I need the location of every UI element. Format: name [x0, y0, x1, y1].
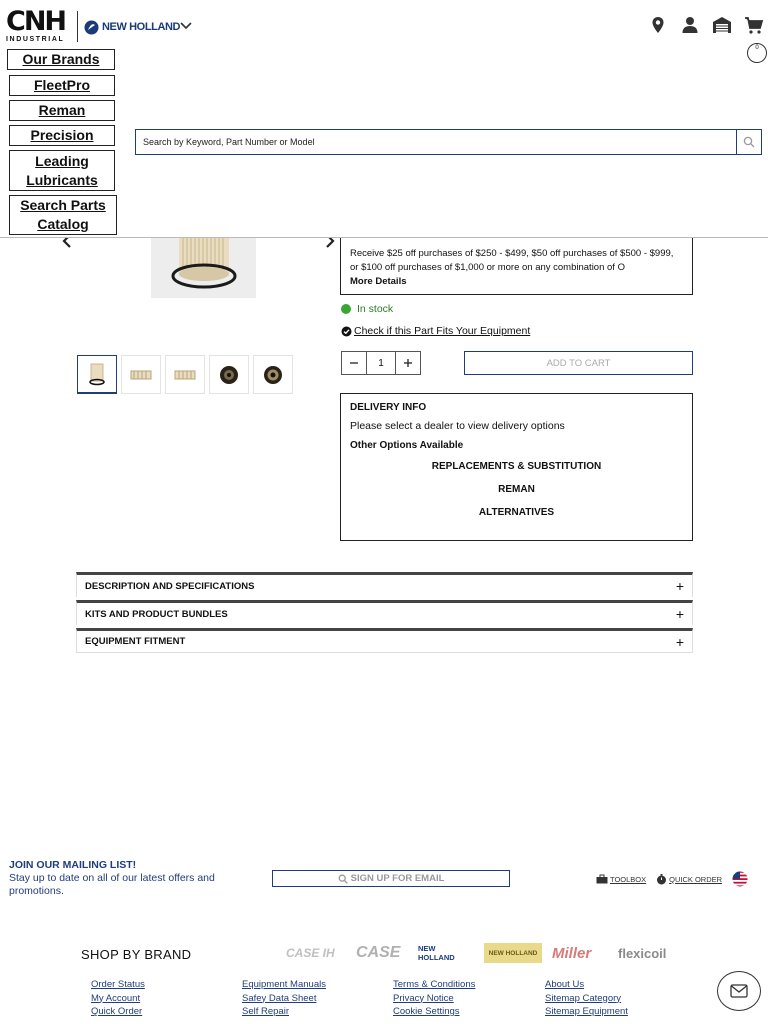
minus-icon — [349, 358, 359, 368]
search-bar — [135, 129, 762, 155]
thumbnail-strip — [77, 355, 293, 394]
footer-link[interactable]: Order Status — [91, 979, 145, 990]
sign-up-email-button[interactable]: SIGN UP FOR EMAIL — [272, 870, 510, 887]
footer-link[interactable]: Sitemap Category — [545, 992, 622, 1004]
check-circle-icon — [341, 326, 352, 337]
dealer-garage-icon[interactable] — [712, 15, 732, 35]
delivery-info-box — [340, 393, 693, 541]
mailing-list-heading: JOIN OUR MAILING LIST! — [9, 859, 137, 871]
plus-icon: + — [675, 633, 684, 650]
search-button[interactable] — [736, 130, 761, 154]
option-alternatives[interactable]: ALTERNATIVES — [478, 507, 555, 518]
toolbox-link[interactable]: TOOLBOX — [596, 874, 646, 884]
footer-link[interactable]: Sitemap Equipment — [545, 1006, 628, 1017]
thumbnail-1[interactable] — [77, 355, 117, 394]
accordion-description[interactable]: DESCRIPTION AND SPECIFICATIONS + — [76, 572, 693, 597]
brand-logos — [286, 943, 674, 963]
search-input[interactable] — [136, 130, 736, 154]
brand-new-holland-construction-logo[interactable]: NEW HOLLAND — [484, 943, 542, 963]
promo-more-details-link[interactable]: More Details — [350, 276, 407, 287]
quantity-decrease-button[interactable] — [342, 352, 366, 374]
top-bar — [0, 0, 768, 50]
us-flag-icon[interactable] — [732, 871, 748, 887]
quantity-value[interactable]: 1 — [366, 352, 396, 374]
thumbnail-3[interactable] — [165, 355, 205, 394]
promo-box — [340, 238, 693, 295]
brand-miller-logo[interactable]: Miller — [552, 944, 592, 962]
promo-text: Receive $25 off purchases of $250 - $499, $50 off purchases of $500 - $999, or $100 off purchases of $1,000 or more on any combination of O — [350, 248, 674, 273]
delivery-text: Please select a dealer to view delivery options — [350, 420, 565, 432]
thumbnail-2[interactable] — [121, 355, 161, 394]
nav-reman[interactable]: Reman — [9, 100, 115, 121]
option-reman[interactable]: REMAN — [498, 484, 535, 495]
footer-links-col-1 — [91, 978, 145, 1019]
thumbnail-4[interactable] — [209, 355, 249, 394]
search-icon — [743, 136, 755, 148]
chevron-down-icon[interactable] — [179, 19, 193, 33]
stock-status: In stock — [341, 303, 393, 315]
nav-leading-lubricants[interactable]: Leading Lubricants — [9, 150, 115, 191]
nav-precision[interactable]: Precision — [9, 125, 115, 146]
delivery-heading: DELIVERY INFO — [350, 402, 427, 413]
brand-new-holland-ag-logo[interactable]: NEW HOLLAND — [418, 944, 455, 962]
brand-case-construction-logo[interactable]: CASE — [356, 944, 401, 961]
cart-count-badge: 0 — [747, 43, 767, 63]
nav-fleetpro[interactable]: FleetPro — [9, 75, 115, 96]
footer-link[interactable]: Terms & Conditions — [393, 979, 476, 990]
product-image[interactable] — [151, 238, 256, 298]
in-stock-dot-icon — [341, 304, 351, 314]
brand-flexicoil-logo[interactable]: flexicoil — [618, 945, 667, 961]
footer-link[interactable]: Self Repair — [242, 1006, 289, 1017]
footer-link[interactable]: Safey Data Sheet — [242, 992, 317, 1004]
footer-link[interactable]: Quick Order — [91, 1006, 143, 1017]
nav-search-parts-catalog[interactable]: Search Parts Catalog — [9, 195, 117, 235]
check-fitment-link[interactable]: Check if this Part Fits Your Equipment — [341, 325, 530, 337]
plus-icon: + — [675, 606, 684, 622]
footer-link[interactable]: Equipment Manuals — [242, 979, 326, 990]
chat-button[interactable] — [717, 971, 761, 1011]
search-icon — [338, 874, 348, 884]
footer-link[interactable]: About Us — [545, 979, 585, 990]
brand-case-ih-logo[interactable]: CASE IH — [286, 946, 335, 960]
logo-divider — [77, 11, 78, 42]
option-replacements[interactable]: REPLACEMENTS & SUBSTITUTION — [431, 461, 602, 472]
quantity-stepper — [341, 351, 421, 375]
accordion-kits[interactable]: KITS AND PRODUCT BUNDLES + — [76, 600, 693, 625]
mailing-list-text: Stay up to date on all of our latest offers and promotions. — [9, 872, 215, 897]
plus-icon — [403, 358, 413, 368]
user-icon[interactable] — [680, 15, 700, 35]
plus-icon: + — [675, 578, 684, 594]
quantity-increase-button[interactable] — [396, 352, 420, 374]
header-icons — [648, 15, 764, 51]
new-holland-logo[interactable]: NEW HOLLAND — [84, 19, 180, 35]
stopwatch-icon — [656, 874, 667, 885]
location-pin-icon[interactable] — [648, 15, 668, 35]
accordion-fitment[interactable]: EQUIPMENT FITMENT + — [76, 628, 693, 653]
footer-links-col-2 — [242, 978, 326, 1019]
footer-link[interactable]: My Account — [91, 992, 141, 1004]
other-options-heading: Other Options Available — [350, 440, 464, 451]
footer-links-col-4 — [545, 978, 628, 1019]
footer-link[interactable]: Cookie Settings — [393, 1006, 460, 1017]
toolbox-icon — [596, 874, 608, 884]
footer-link[interactable]: Privacy Notice — [393, 992, 454, 1004]
thumbnail-5[interactable] — [253, 355, 293, 394]
cnh-industrial-logo[interactable]: CNH INDUSTRIAL — [6, 6, 66, 43]
nav-our-brands[interactable]: Our Brands — [7, 49, 115, 70]
quick-order-link[interactable]: QUICK ORDER — [656, 874, 722, 885]
mailing-list — [9, 859, 254, 898]
add-to-cart-button[interactable]: ADD TO CART — [464, 351, 693, 375]
footer-tools — [596, 871, 748, 887]
site-header — [0, 0, 768, 238]
mail-icon — [730, 984, 748, 998]
new-holland-leaf-icon — [84, 20, 99, 35]
cart-icon[interactable] — [744, 15, 764, 51]
footer-links-col-3 — [393, 978, 475, 1019]
shop-by-brand-heading: SHOP BY BRAND — [81, 947, 192, 962]
